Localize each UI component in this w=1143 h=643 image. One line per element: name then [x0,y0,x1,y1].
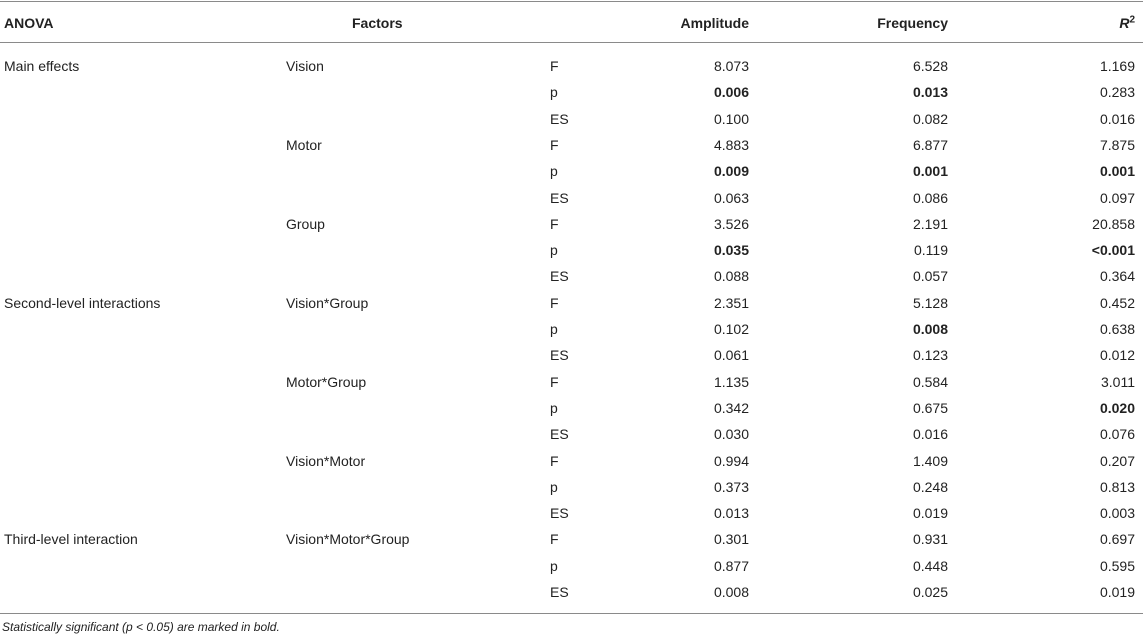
stat-cell: F [550,58,559,74]
r2-cell: 0.364 [1099,268,1135,285]
frequency-cell: 0.082 [912,110,948,127]
table-row [0,158,1143,184]
frequency-cell: 0.019 [912,505,948,522]
r2-cell: 0.813 [1099,478,1135,495]
table-row [0,316,1143,342]
r2-cell: 1.169 [1099,58,1135,74]
frequency-cell: 0.086 [912,189,948,206]
stat-cell: p [550,163,558,180]
stat-cell: ES [550,110,569,127]
table-row [0,53,1143,79]
amplitude-cell: 0.088 [713,268,749,285]
amplitude-cell: 0.009 [713,163,749,180]
r2-cell: 0.076 [1099,426,1135,443]
table-top-rule [0,1,1143,2]
table-row [0,421,1143,447]
stat-cell: F [550,531,559,548]
frequency-cell: 0.248 [912,478,948,495]
stat-cell: ES [550,189,569,206]
r2-cell: 0.697 [1099,531,1135,548]
stat-cell: p [550,557,558,574]
header-frequency: Frequency [877,15,948,31]
table-header-row [0,10,1143,36]
anova-cell: Third-level interaction [4,531,138,548]
factor-cell: Motor [286,136,322,153]
table-row [0,132,1143,158]
table-row [0,448,1143,474]
table-row [0,290,1143,316]
table-row [0,553,1143,579]
stat-cell: p [550,84,558,101]
table-row [0,369,1143,395]
frequency-cell: 2.191 [912,215,948,232]
factor-cell: Motor*Group [286,373,367,390]
frequency-cell: 0.675 [912,399,948,416]
r2-cell: <0.001 [1091,242,1135,259]
r2-cell: 0.019 [1099,584,1135,600]
stat-cell: ES [550,584,569,600]
stat-cell: p [550,478,558,495]
table-row [0,263,1143,289]
r2-cell: 7.875 [1099,136,1135,153]
factor-cell: Group [286,215,325,232]
factor-cell: Vision*Group [286,294,369,311]
frequency-cell: 6.528 [912,58,948,74]
table-footnote: Statistically significant (p < 0.05) are marked in bold. [2,620,280,634]
amplitude-cell: 0.373 [713,478,749,495]
table-bottom-rule [0,613,1143,614]
header-factors: Factors [352,15,403,31]
table-row [0,106,1143,132]
frequency-cell: 0.013 [912,84,948,101]
amplitude-cell: 0.102 [713,321,749,337]
amplitude-cell: 0.030 [713,426,749,443]
r2-cell: 0.097 [1099,189,1135,206]
stat-cell: F [550,373,559,390]
stat-cell: F [550,294,559,311]
frequency-cell: 0.931 [912,531,948,548]
frequency-cell: 0.448 [912,557,948,574]
amplitude-cell: 0.063 [713,189,749,206]
r2-cell: 0.020 [1099,399,1135,416]
frequency-cell: 5.128 [912,294,948,311]
r2-cell: 3.011 [1101,373,1135,390]
header-r2-superscript: 2 [1129,14,1135,26]
r2-cell: 0.283 [1099,84,1135,101]
r2-cell: 20.858 [1092,215,1135,232]
amplitude-cell: 0.301 [713,531,749,548]
table-row [0,579,1143,605]
frequency-cell: 0.584 [912,373,948,390]
r2-cell: 0.595 [1099,557,1135,574]
frequency-cell: 1.409 [912,452,948,469]
amplitude-cell: 2.351 [713,294,749,311]
anova-cell: Main effects [4,58,80,74]
stat-cell: F [550,136,559,153]
table-row [0,342,1143,368]
header-amplitude: Amplitude [680,15,749,31]
table-header-rule [0,42,1143,43]
frequency-cell: 0.016 [912,426,948,443]
amplitude-cell: 0.061 [713,347,749,364]
frequency-cell: 0.001 [912,163,948,180]
amplitude-cell: 0.342 [713,399,749,416]
r2-cell: 0.012 [1099,347,1135,364]
amplitude-cell: 0.035 [713,242,749,259]
stat-cell: p [550,321,558,337]
table-row [0,211,1143,237]
r2-cell: 0.452 [1099,294,1135,311]
stat-cell: ES [550,347,569,364]
table-row [0,500,1143,526]
header-r2 [1000,10,1135,36]
r2-cell: 0.003 [1099,505,1135,522]
table-row [0,237,1143,263]
amplitude-cell: 0.008 [713,584,749,600]
factor-cell: Vision [286,58,324,74]
stat-cell: ES [550,426,569,443]
stat-cell: p [550,242,558,259]
amplitude-cell: 0.877 [713,557,749,574]
frequency-cell: 6.877 [912,136,948,153]
factor-cell: Vision*Motor*Group [286,531,410,548]
frequency-cell: 0.025 [912,584,948,600]
stat-cell: p [550,399,558,416]
table-row [0,526,1143,552]
table-row [0,474,1143,500]
amplitude-cell: 1.135 [713,373,749,390]
amplitude-cell: 3.526 [713,215,749,232]
amplitude-cell: 8.073 [713,58,749,74]
header-anova: ANOVA [4,15,54,31]
anova-cell: Second-level interactions [4,294,161,311]
table-row [0,79,1143,105]
stat-cell: ES [550,268,569,285]
table-row [0,185,1143,211]
amplitude-cell: 0.013 [713,505,749,522]
frequency-cell: 0.008 [912,321,948,337]
factor-cell: Vision*Motor [286,452,366,469]
frequency-cell: 0.119 [914,242,948,259]
amplitude-cell: 0.994 [713,452,749,469]
table-row [0,395,1143,421]
amplitude-cell: 4.883 [713,136,749,153]
stat-cell: ES [550,505,569,522]
r2-cell: 0.207 [1099,452,1135,469]
amplitude-cell: 0.100 [713,110,749,127]
stat-cell: F [550,215,559,232]
r2-cell: 0.001 [1099,163,1135,180]
header-r2-symbol: R [1119,15,1130,31]
frequency-cell: 0.057 [912,268,948,285]
amplitude-cell: 0.006 [713,84,749,101]
frequency-cell: 0.123 [912,347,948,364]
stat-cell: F [550,452,559,469]
r2-cell: 0.016 [1099,110,1135,127]
r2-cell: 0.638 [1099,321,1135,337]
